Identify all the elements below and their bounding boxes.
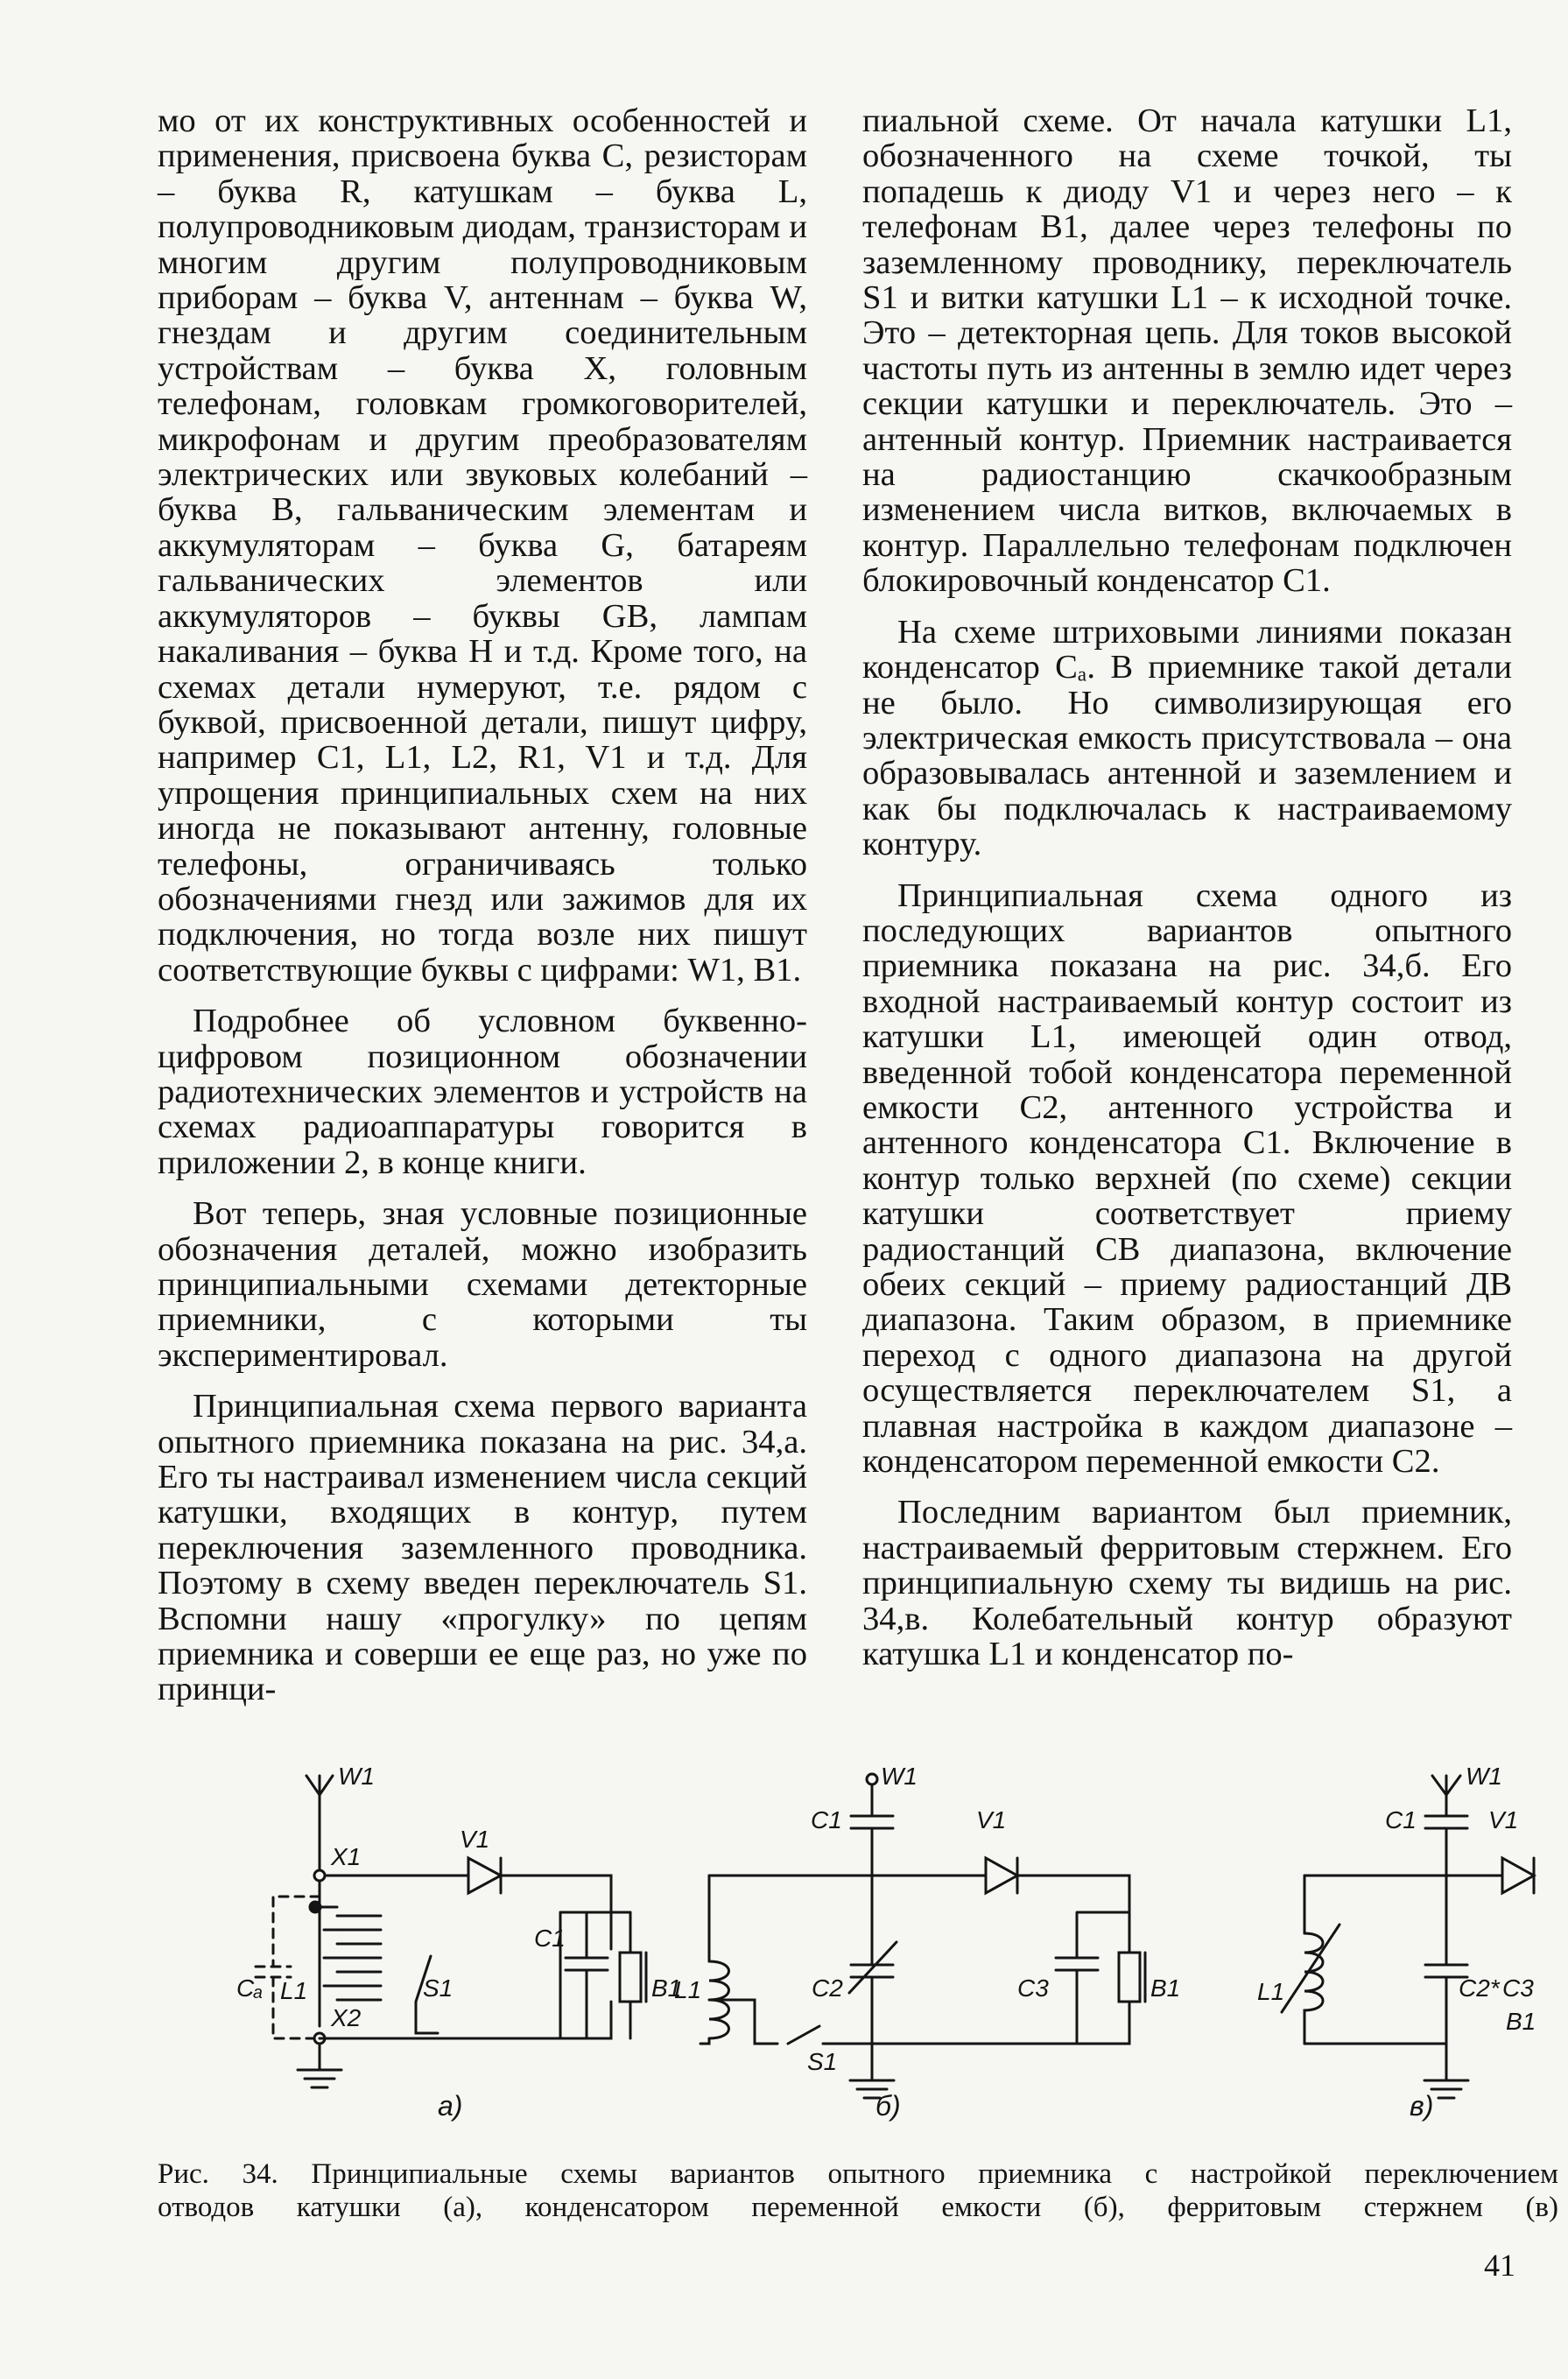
antenna-symbol xyxy=(1432,1776,1460,1816)
capacitor-c2 xyxy=(849,1876,897,2080)
antenna-symbol xyxy=(306,1776,333,1876)
label-b1: B1 xyxy=(1150,1974,1181,2002)
capacitor-c3 xyxy=(1056,1912,1103,2044)
switch-s1 xyxy=(788,2026,872,2044)
paragraph: Вот теперь, зная условные позиционные обозначения деталей, можно изобразить принципиальными схемами детекторные приемники, с которыми ты экспериментировал. xyxy=(158,1195,807,1374)
label-c2: C2 xyxy=(812,1974,843,2002)
schematic-a xyxy=(236,1767,681,2122)
left-text-column xyxy=(158,103,807,1707)
label-l1: L1 xyxy=(674,1976,702,2003)
label-b1: B1 xyxy=(651,1974,682,2002)
antenna-terminal xyxy=(867,1774,877,1784)
label-l1: L1 xyxy=(280,1977,308,2004)
label-c1: C1 xyxy=(1385,1806,1417,1834)
figure-label-c: в) xyxy=(1410,2090,1434,2122)
label-v1: V1 xyxy=(976,1806,1007,1834)
wire xyxy=(872,2002,1129,2044)
caption-line: Рис. 34. Принципиальные схемы вариантов опытного приемника с настройкой переключением xyxy=(158,2158,1558,2190)
label-w1: W1 xyxy=(338,1767,375,1790)
circuit-diagrams xyxy=(175,1767,1541,2135)
wire xyxy=(320,2002,611,2038)
capacitor-c1 xyxy=(851,1816,893,1876)
label-v1: V1 xyxy=(1488,1806,1519,1834)
label-c3: C3 xyxy=(1502,1974,1534,2002)
figure-label-a: а) xyxy=(438,2090,463,2122)
paragraph: Принципиальная схема одного из последующих вариантов опытного приемника показана на рис. 34,б. Его входной настраиваемый контур состоит из катушки L1, имеющей один отвод, введенной тобой конденсатора переменной емкости С2, антенного устройства и антенного конденсатора С1. Включение в контур только верхней (по схеме) секции катушки соответствует приему радиостанций СВ диапазона, включение обеих секций – приему радиостанций ДВ диапазона. Таким образом, в приемнике переход с одного диапазона на другой осуществляется переключателем S1, а плавная настройка в каждом диапазоне – конденсатором переменной емкости С2. xyxy=(862,876,1512,1481)
dashed-capacitor-ca xyxy=(256,1897,320,2038)
ground-wire xyxy=(298,2044,341,2087)
paragraph: Подробнее об условном буквенно-цифровом позиционном обозначении радиотехнических элементов и устройств на схемах радиоаппаратуры говорится в приложении 2, в конце книги. xyxy=(158,1003,807,1181)
label-c1: C1 xyxy=(811,1806,842,1834)
figure-caption xyxy=(158,2157,1558,2224)
label-v1: V1 xyxy=(460,1826,490,1853)
paragraph: Принципиальная схема первого варианта опытного приемника показана на рис. 34,а. Его ты настраивал изменением числа секций катушки, входящих в контур, путем переключения заземленного проводника. Поэтому в схему введен переключатель S1. Вспомни нашу «прогулку» по цепям приемника и соверши ее еще раз, но уже по принци- xyxy=(158,1388,807,1708)
label-b1: B1 xyxy=(1506,2008,1536,2035)
circuit-figure xyxy=(175,1767,1541,2135)
label-c3: C3 xyxy=(1017,1974,1049,2002)
label-x2: X2 xyxy=(331,2004,362,2031)
label-x1: X1 xyxy=(331,1843,362,1870)
diode-v1 xyxy=(986,1858,1017,1893)
label-ca: Cₐ xyxy=(236,1974,264,2002)
schematic-c xyxy=(1257,1767,1536,2122)
label-l1: L1 xyxy=(1257,1978,1285,2005)
caption-line: отводов катушки (а), конденсатором переменной емкости (б), ферритовым стержнем (в) xyxy=(158,2192,1558,2223)
terminal-x1 xyxy=(314,1870,325,1881)
label-w1: W1 xyxy=(1466,1767,1502,1790)
phones-b1 xyxy=(1103,1912,1145,2044)
figure-label-b: б) xyxy=(875,2090,901,2122)
phones-b1 xyxy=(620,1912,646,2038)
right-text-column xyxy=(862,103,1512,1672)
label-s1: S1 xyxy=(807,2048,838,2075)
paragraph: пиальной схеме. От начала катушки L1, обозначенного на схеме точкой, ты попадешь к диоду V1 и через него – к телефонам В1, далее через телефоны по заземленному проводнику, переключатель S1 и витки катушки L1 – к исходной точке. Это – детекторная цепь. Для токов высокой частоты путь из антенны в землю идет через секции катушки и переключатель. Это – антенный контур. Приемник настраивается на радиостанцию скачкообразным изменением числа витков, включаемых в контур. Параллельно телефонам подключен блокировочный конденсатор С1. xyxy=(862,102,1512,600)
capacitor-c1 xyxy=(1425,1816,1467,1876)
label-w1: W1 xyxy=(881,1767,918,1790)
label-s1: S1 xyxy=(423,1974,454,2002)
label-c2: C2* xyxy=(1459,1974,1500,2002)
capacitor-c1 xyxy=(560,1912,608,2038)
coil-l1 xyxy=(1282,1925,1339,2044)
diode-v1 xyxy=(1502,1858,1534,1893)
schematic-b xyxy=(674,1767,1180,2122)
diode-v1 xyxy=(468,1858,501,1893)
paragraph: мо от их конструктивных особенностей и применения, присвоена буква С, резисторам – буква R, катушкам – буква L, полупроводниковым диодам, транзисторам и многим другим полупроводниковым приборам – буква V, антеннам – буква W, гнездам и другим соединительным устройствам – буква Х, головным телефонам, головкам громкоговорителей, микрофонам и другим преобразователям электрических или звуковых колебаний – буква В, гальваническим элементам и аккумуляторам – буква G, батареям гальванических элементов или аккумуляторов – буквы GB, лампам накаливания – буква Н и т.д. Кроме того, на схемах детали нумеруют, т.е. рядом с буквой, присвоенной детали, пишут цифру, например С1, L1, L2, R1, V1 и т.д. Для упрощения принципиальных схем на них иногда не показывают антенну, головные телефоны, ограничиваясь только обозначениями гнезд или зажимов для их подключения, но тогда возле них пишут соответствующие буквы с цифрами: W1, В1. xyxy=(158,102,807,989)
paragraph: Последним вариантом был приемник, настраиваемый ферритовым стержнем. Его принципиальную схему ты видишь на рис. 34,в. Колебательный контур образуют катушка L1 и конденсатор по- xyxy=(862,1494,1512,1673)
label-c1: C1 xyxy=(534,1925,566,1952)
page-number: 41 xyxy=(1484,2248,1515,2283)
paragraph: На схеме штриховыми линиями показан конденсатор Сₐ. В приемнике такой детали не было. Но символизирующая его электрическая емкость присутствовала – она образовывалась антенной и заземлением и как бы подключалась к настраиваемому контуру. xyxy=(862,613,1512,863)
wire xyxy=(700,2038,709,2044)
